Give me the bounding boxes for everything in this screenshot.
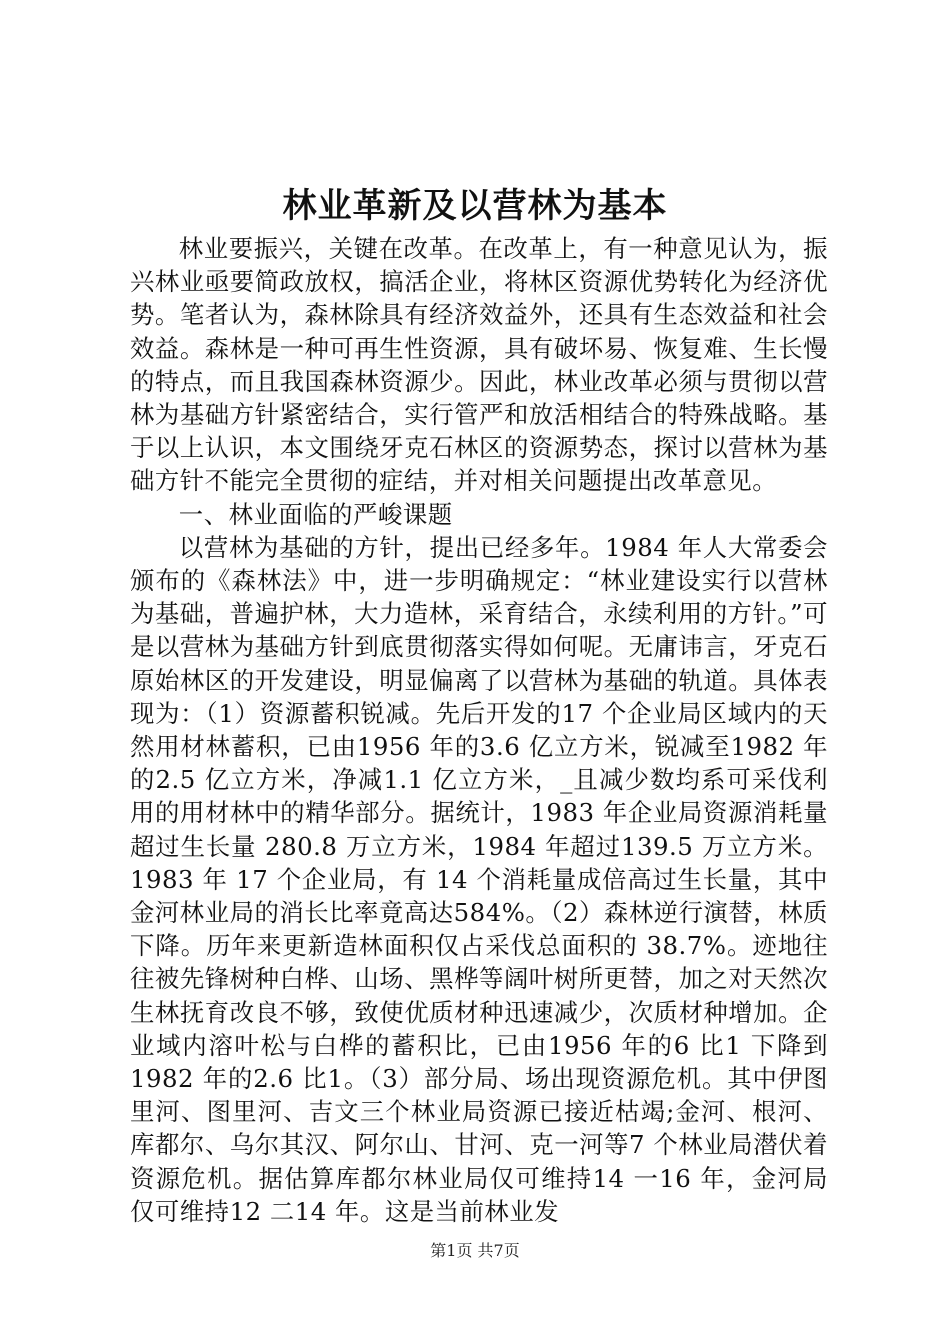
section-paragraph: 以营林为基础的方针，提出已经多年。1984 年人大常委会颁布的《森林法》中，进一步明确规定：“林业建设实行以营林为基础，普遍护林，大力造林，采育结合，永续利用的方针。”可是以营林为基础方针到底贯彻落实得如何呢。无庸讳言，牙克石原始林区的开发建设，明显偏离了以营林为基础的轨道。具体表现为：（1）资源蓄积锐减。先后开发的17 个企业局区域内的天然用材林蓄积，已由1956 年的3.6 亿立方米，锐减至1982 年的2.5 亿立方米，净减1.1 亿立方米，_且减少数均系可采伐利用的用材林中的精华部分。据统计，1983 年企业局资源消耗量超过生长量 280.8 万立方米，1984 年超过139.5 万立方米。1983 年 17 个企业局，有 14 个消耗量成倍高过生长量，其中金河林业局的消长比率竟高达584%。（2）森林逆行演替，林质下降。历年来更新造林面积仅占采伐总面积的 38.7%。迹地往往被先锋树种白桦、山场、黑桦等阔叶树所更替，加之对天然次生林抚育改良不够，致使优质材种迅速减少，次质材种增加。企业域内溶叶松与白桦的蓄积比，已由1956 年的6 比1 下降到1982 年的2.6 比1。（3）部分局、场出现资源危机。其中伊图里河、图里河、吉文三个林业局资源已接近枯竭;金河、根河、库都尔、乌尔其汉、阿尔山、甘河、克一河等7 个林业局潜伏着资源危机。据估算库都尔林业局仅可维持14 一16 年，金河局仅可维持12 二14 年。这是当前林业发	[130, 532, 828, 1226]
intro-paragraph: 林业要振兴，关键在改革。在改革上，有一种意见认为，振兴林业亟要简政放权，搞活企业，将林区资源优势转化为经济优势。笔者认为，森林除具有经济效益外，还具有生态效益和社会效益。森林是一种可再生性资源，具有破坏易、恢复难、生长慢的特点，而且我国森林资源少。因此，林业改革必须与贯彻以营林为基础方针紧密结合，实行管严和放活相结合的特殊战略。基于以上认识，本文围绕牙克石林区的资源势态，探讨以营林为基础方针不能完全贯彻的症结，并对相关问题提出改革意见。	[130, 234, 828, 496]
page-footer: 第1页 共7页	[430, 1241, 520, 1260]
document-body	[130, 232, 828, 1228]
section-heading: 一、林业面临的严峻课题	[178, 499, 453, 529]
document-title: 林业革新及以营林为基本	[282, 186, 668, 226]
